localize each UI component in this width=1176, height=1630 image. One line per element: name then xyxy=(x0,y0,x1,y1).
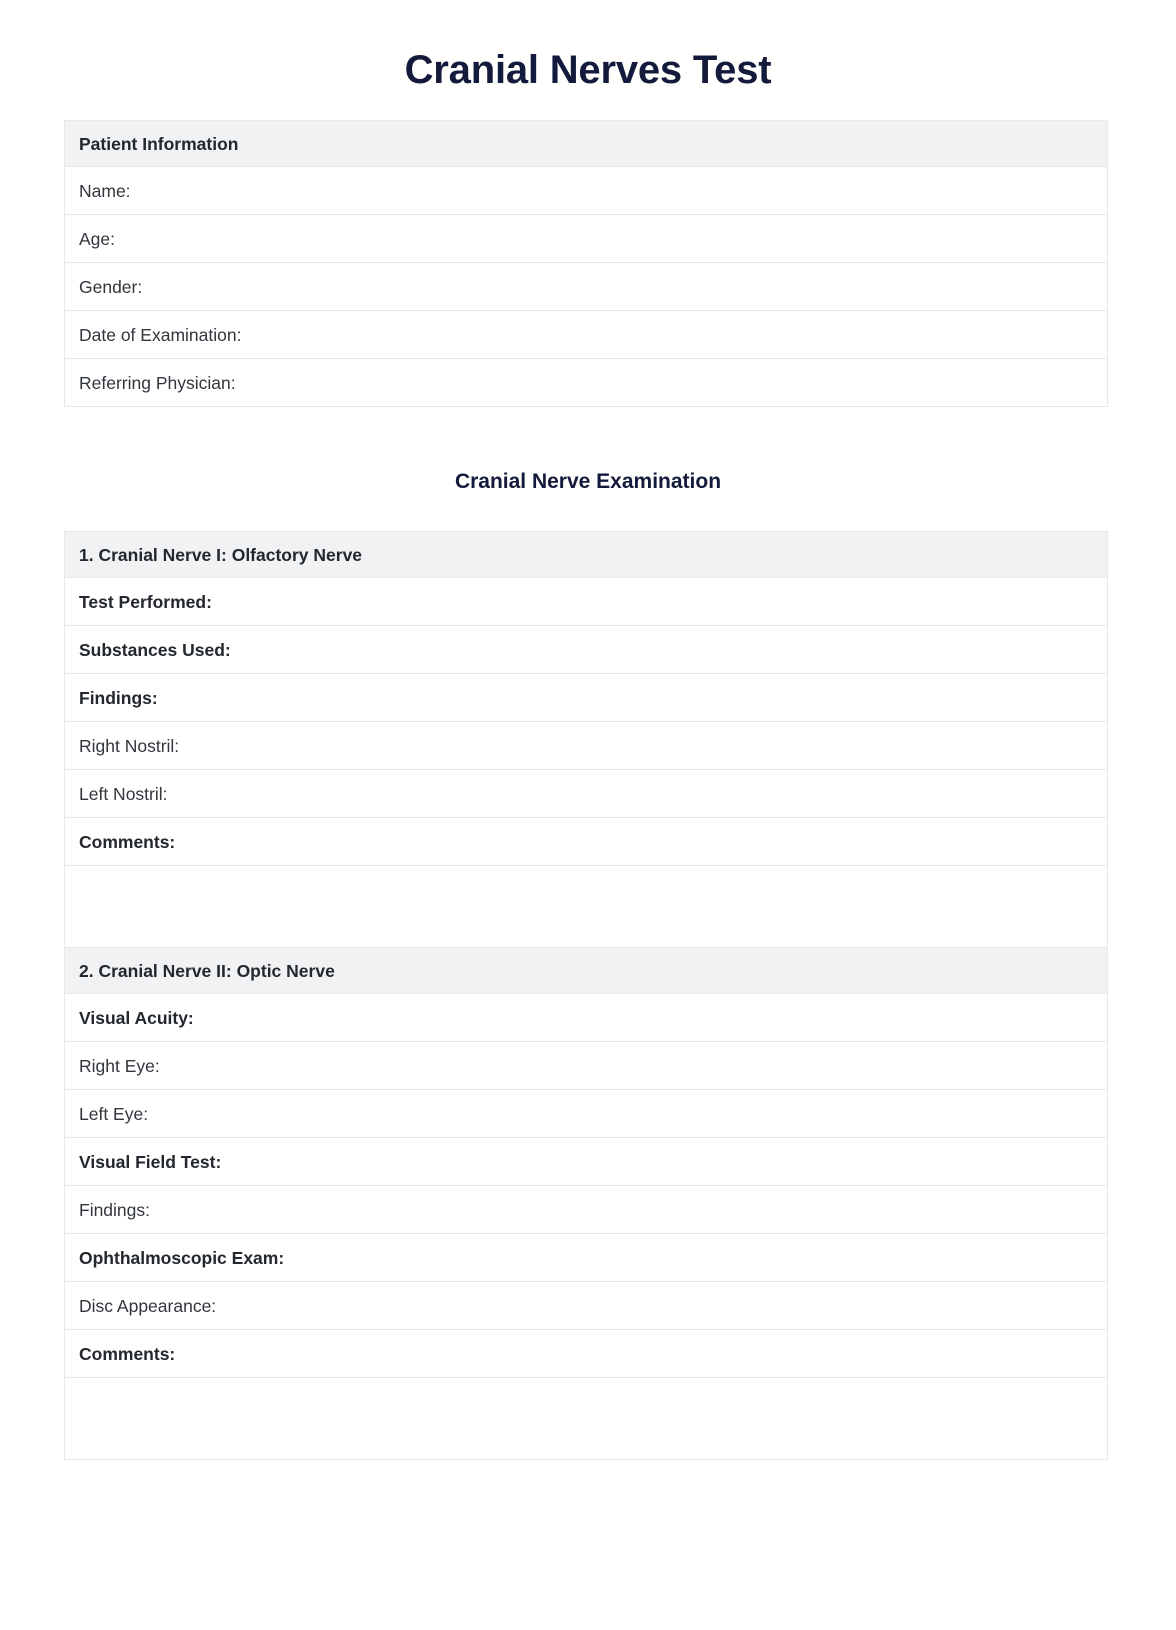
field-label-comments: Comments: xyxy=(65,1330,1108,1378)
field-label-visual-field-test: Visual Field Test: xyxy=(65,1138,1108,1186)
table-row xyxy=(65,818,1108,866)
table-row xyxy=(65,167,1108,215)
field-label-test-performed: Test Performed: xyxy=(65,578,1108,626)
table-row xyxy=(65,215,1108,263)
patient-information-table xyxy=(64,120,1108,407)
table-row xyxy=(65,311,1108,359)
field-label-age: Age: xyxy=(65,215,1108,263)
field-label-disc-appearance: Disc Appearance: xyxy=(65,1282,1108,1330)
field-label-findings: Findings: xyxy=(65,674,1108,722)
field-label-comments: Comments: xyxy=(65,818,1108,866)
field-label-ophthalmoscopic-exam: Ophthalmoscopic Exam: xyxy=(65,1234,1108,1282)
table-row xyxy=(65,866,1108,948)
patient-information-header: Patient Information xyxy=(65,121,1108,167)
table-header-row xyxy=(65,532,1108,578)
table-row xyxy=(65,263,1108,311)
nerve-section-header-2-cranial-nerve-ii-optic-nerve: 2. Cranial Nerve II: Optic Nerve xyxy=(65,948,1108,994)
table-row xyxy=(65,359,1108,407)
cranial-nerve-examination-table xyxy=(64,531,1108,1460)
table-row xyxy=(65,1138,1108,1186)
table-row xyxy=(65,1234,1108,1282)
free-text-answer-area[interactable] xyxy=(65,1378,1108,1460)
table-row xyxy=(65,1042,1108,1090)
free-text-answer-area[interactable] xyxy=(65,866,1108,948)
field-label-left-eye: Left Eye: xyxy=(65,1090,1108,1138)
field-label-name: Name: xyxy=(65,167,1108,215)
table-row xyxy=(65,1282,1108,1330)
field-label-referring-physician: Referring Physician: xyxy=(65,359,1108,407)
table-header-row xyxy=(65,121,1108,167)
page-title: Cranial Nerves Test xyxy=(404,48,772,92)
section-heading-spacer-top xyxy=(64,407,1112,469)
field-label-findings: Findings: xyxy=(65,1186,1108,1234)
table-row xyxy=(65,770,1108,818)
field-label-right-nostril: Right Nostril: xyxy=(65,722,1108,770)
field-label-left-nostril: Left Nostril: xyxy=(65,770,1108,818)
table-row xyxy=(65,994,1108,1042)
table-row xyxy=(65,1090,1108,1138)
field-label-date-of-examination: Date of Examination: xyxy=(65,311,1108,359)
table-row xyxy=(65,626,1108,674)
nerve-section-header-1-cranial-nerve-i-olfactory-nerve: 1. Cranial Nerve I: Olfactory Nerve xyxy=(65,532,1108,578)
table-row xyxy=(65,1186,1108,1234)
section-heading-cranial-nerve-examination: Cranial Nerve Examination xyxy=(454,470,722,493)
title-spacer xyxy=(64,94,1112,120)
field-label-right-eye: Right Eye: xyxy=(65,1042,1108,1090)
table-row xyxy=(65,722,1108,770)
field-label-gender: Gender: xyxy=(65,263,1108,311)
table-header-row xyxy=(65,948,1108,994)
table-row xyxy=(65,674,1108,722)
field-label-substances-used: Substances Used: xyxy=(65,626,1108,674)
table-row xyxy=(65,1330,1108,1378)
field-label-visual-acuity: Visual Acuity: xyxy=(65,994,1108,1042)
table-row xyxy=(65,1378,1108,1460)
section-heading-spacer-bottom xyxy=(64,495,1112,531)
table-row xyxy=(65,578,1108,626)
